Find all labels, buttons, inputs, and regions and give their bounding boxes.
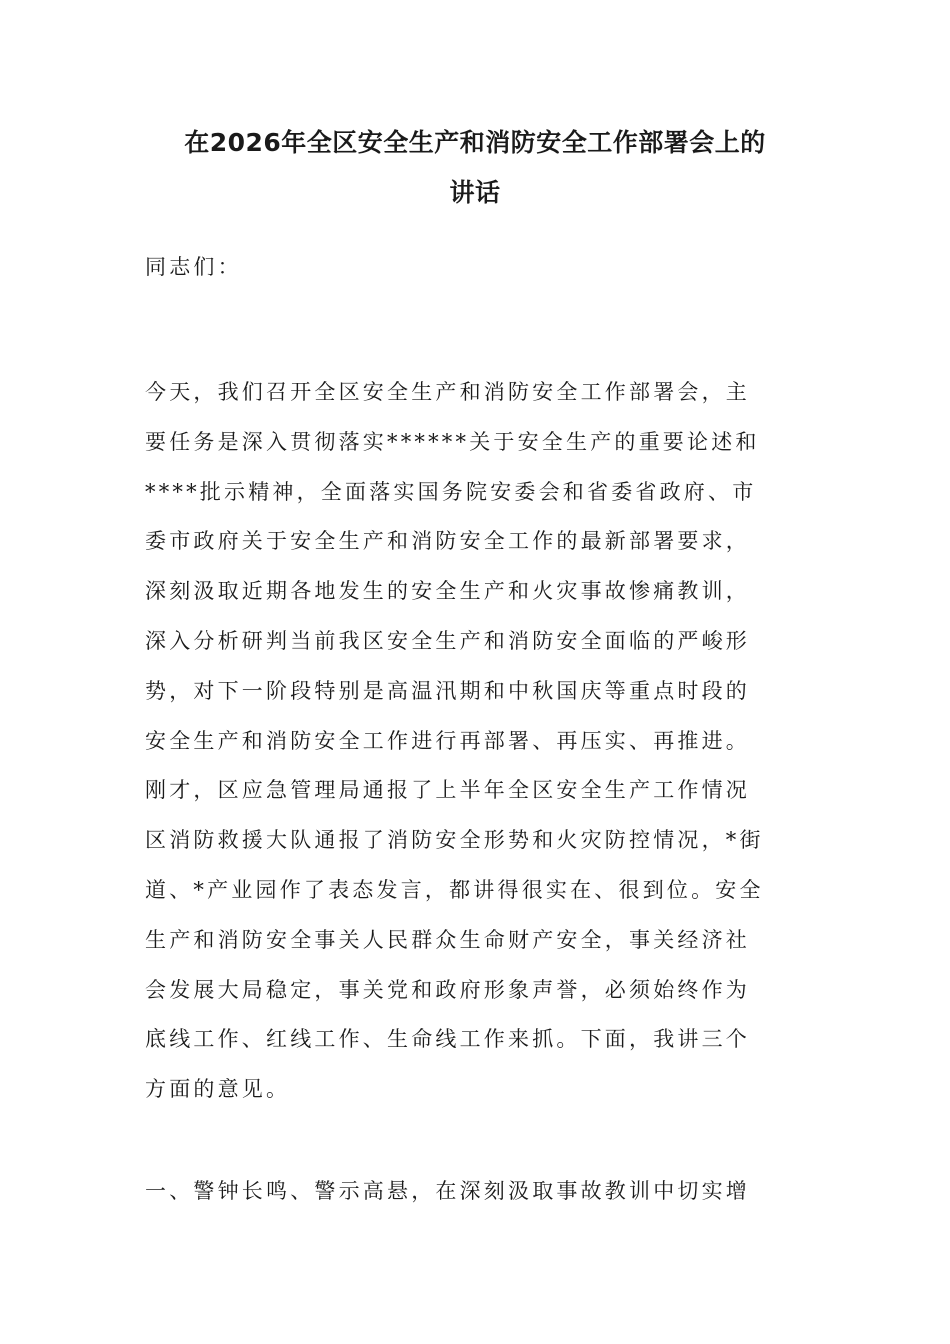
paragraph-line: 深入分析研判当前我区安全生产和消防安全面临的严峻形 [145, 628, 750, 653]
paragraph-line: 深刻汲取近期各地发生的安全生产和火灾事故惨痛教训， [145, 579, 750, 604]
paragraph-line: 生产和消防安全事关人民群众生命财产安全，事关经济社 [145, 927, 750, 952]
paragraph-line: 安全生产和消防安全工作进行再部署、再压实、再推进。 [145, 728, 750, 753]
paragraph-line: 底线工作、红线工作、生命线工作来抓。下面，我讲三个 [145, 1027, 750, 1052]
paragraph-line: 道、*产业园作了表态发言，都讲得很实在、很到位。安全 [145, 877, 764, 902]
paragraph-line: 委市政府关于安全生产和消防安全工作的最新部署要求， [145, 529, 750, 554]
salutation: 同志们： [145, 255, 242, 279]
title-line-1: 在2026年全区安全生产和消防安全工作部署会上的 [184, 128, 766, 157]
title-line-2: 讲话 [449, 178, 501, 207]
paragraph-line: ****批示精神，全面落实国务院安委会和省委省政府、市 [145, 479, 757, 504]
section-heading-1: 一、警钟长鸣、警示高悬，在深刻汲取事故教训中切实增 [145, 1179, 750, 1203]
paragraph-line: 要任务是深入贯彻落实******关于安全生产的重要论述和 [145, 429, 760, 454]
opening-paragraph [145, 368, 810, 1115]
paragraph-line: 今天，我们召开全区安全生产和消防安全工作部署会，主 [145, 380, 750, 404]
document-title [145, 118, 805, 218]
paragraph-line: 方面的意见。 [145, 1077, 291, 1102]
paragraph-line: 刚才，区应急管理局通报了上半年全区安全生产工作情况 [145, 778, 750, 803]
paragraph-line: 会发展大局稳定，事关党和政府形象声誉，必须始终作为 [145, 977, 750, 1002]
paragraph-line: 区消防救援大队通报了消防安全形势和火灾防控情况，*街 [145, 828, 764, 853]
paragraph-line: 势，对下一阶段特别是高温汛期和中秋国庆等重点时段的 [145, 678, 750, 703]
